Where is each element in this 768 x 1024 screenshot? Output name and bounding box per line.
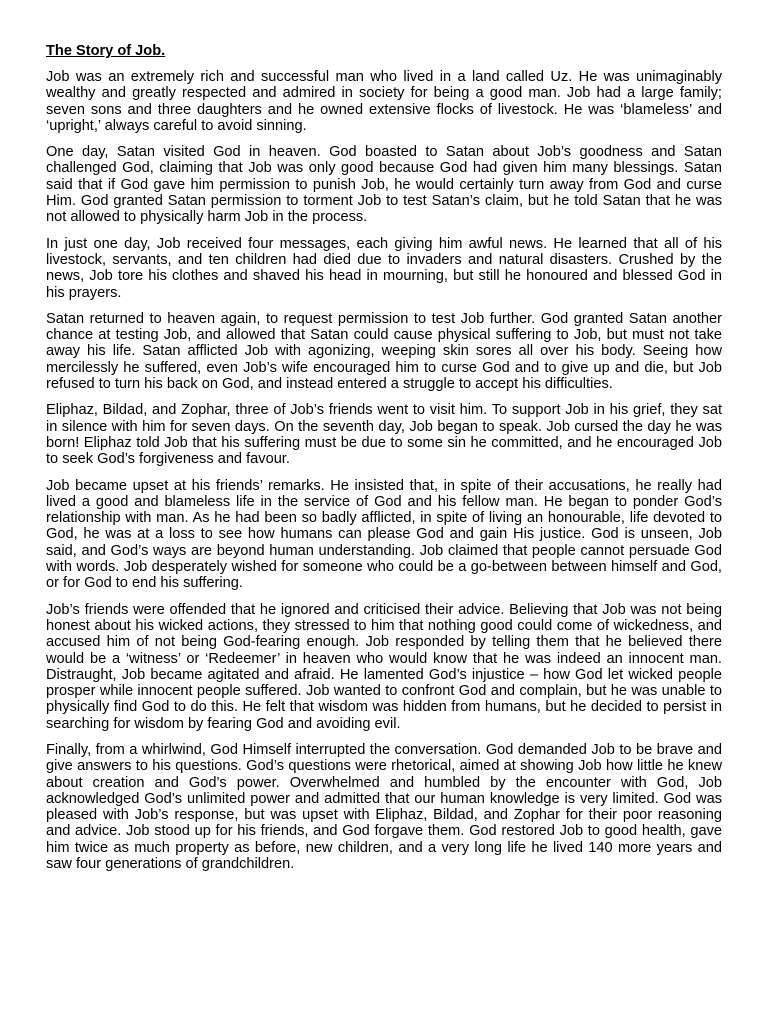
document-page xyxy=(46,42,722,882)
paragraph-6: Job became upset at his friends’ remarks. He insisted that, in spite of their accusations, he really had lived a good and blameless life in the service of God and his fellow man. He began to ponder God’s relationship with man. As he had been so badly afflicted, in spite of living an honourable, life devoted to God, he was at a loss to see how humans can please God and gain His justice. God is unseen, Job said, and God’s ways are beyond human understanding. Job claimed that people cannot persuade God with words. Job desperately wished for someone who could be a go-between between himself and God, or for God to end his suffering. xyxy=(46,477,722,592)
paragraph-3: In just one day, Job received four messages, each giving him awful news. He learned that all of his livestock, servants, and ten children had died due to invaders and natural disasters. Crushed by the news, Job tore his clothes and shaved his head in mourning, but still he honoured and blessed God in his prayers. xyxy=(46,235,722,301)
paragraph-1: Job was an extremely rich and successful man who lived in a land called Uz. He was unimaginably wealthy and greatly respected and admired in society for being a good man. Job had a large family; seven sons and three daughters and he owned extensive flocks of livestock. He was ‘blameless’ and ‘upright,’ always careful to avoid sinning. xyxy=(46,69,722,134)
paragraph-2: One day, Satan visited God in heaven. God boasted to Satan about Job’s goodness and Satan challenged God, claiming that Job was only good because God had given him many blessings. Satan said that if God gave him permission to punish Job, he would certainly turn away from God and curse Him. God granted Satan permission to torment Job to test Satan’s claim, but he told Satan that he was not allowed to physically harm Job in the process. xyxy=(46,144,722,226)
paragraph-7: Job’s friends were offended that he ignored and criticised their advice. Believing that Job was not being honest about his wicked actions, they stressed to him that nothing good could come of wickedness, and accused him of not being God-fearing enough. Job responded by telling them that he believed there would be a ‘witness’ or ‘Redeemer’ in heaven who would know that he was indeed an innocent man. Distraught, Job became agitated and afraid. He lamented God’s injustice – how God let wicked people prosper while innocent people suffered. Job wanted to confront God and complain, but he was unable to physically find God to do this. He felt that wisdom was hidden from humans, but he decided to persist in searching for wisdom by fearing God and avoiding evil. xyxy=(46,601,722,732)
paragraph-8: Finally, from a whirlwind, God Himself interrupted the conversation. God demanded Job to be brave and give answers to his questions. God’s questions were rhetorical, aimed at showing Job how little he knew about creation and God’s power. Overwhelmed and humbled by the encounter with God, Job acknowledged God’s unlimited power and admitted that our human knowledge is very limited. God was pleased with Job’s response, but was upset with Eliphaz, Bildad, and Zophar for their poor reasoning and advice. Job stood up for his friends, and God forgave them. God restored Job to good health, gave him twice as much property as before, new children, and a very long life he lived 140 more years and saw four generations of grandchildren. xyxy=(46,741,722,873)
document-title: The Story of Job. xyxy=(46,43,166,59)
paragraph-4: Satan returned to heaven again, to request permission to test Job further. God granted Satan another chance at testing Job, and allowed that Satan could cause physical suffering to Job, but must not take away his life. Satan afflicted Job with agonizing, weeping skin sores all over his body. Seeing how mercilessly he suffered, even Job’s wife encouraged him to curse God and to give up and die, but Job refused to turn his back on God, and instead entered a struggle to accept his difficulties. xyxy=(46,310,722,393)
paragraph-5: Eliphaz, Bildad, and Zophar, three of Job’s friends went to visit him. To support Job in his grief, they sat in silence with him for seven days. On the seventh day, Job began to speak. Job cursed the day he was born! Eliphaz told Job that his suffering must be due to some sin he committed, and he encouraged Job to seek God’s forgiveness and favour. xyxy=(46,402,722,468)
